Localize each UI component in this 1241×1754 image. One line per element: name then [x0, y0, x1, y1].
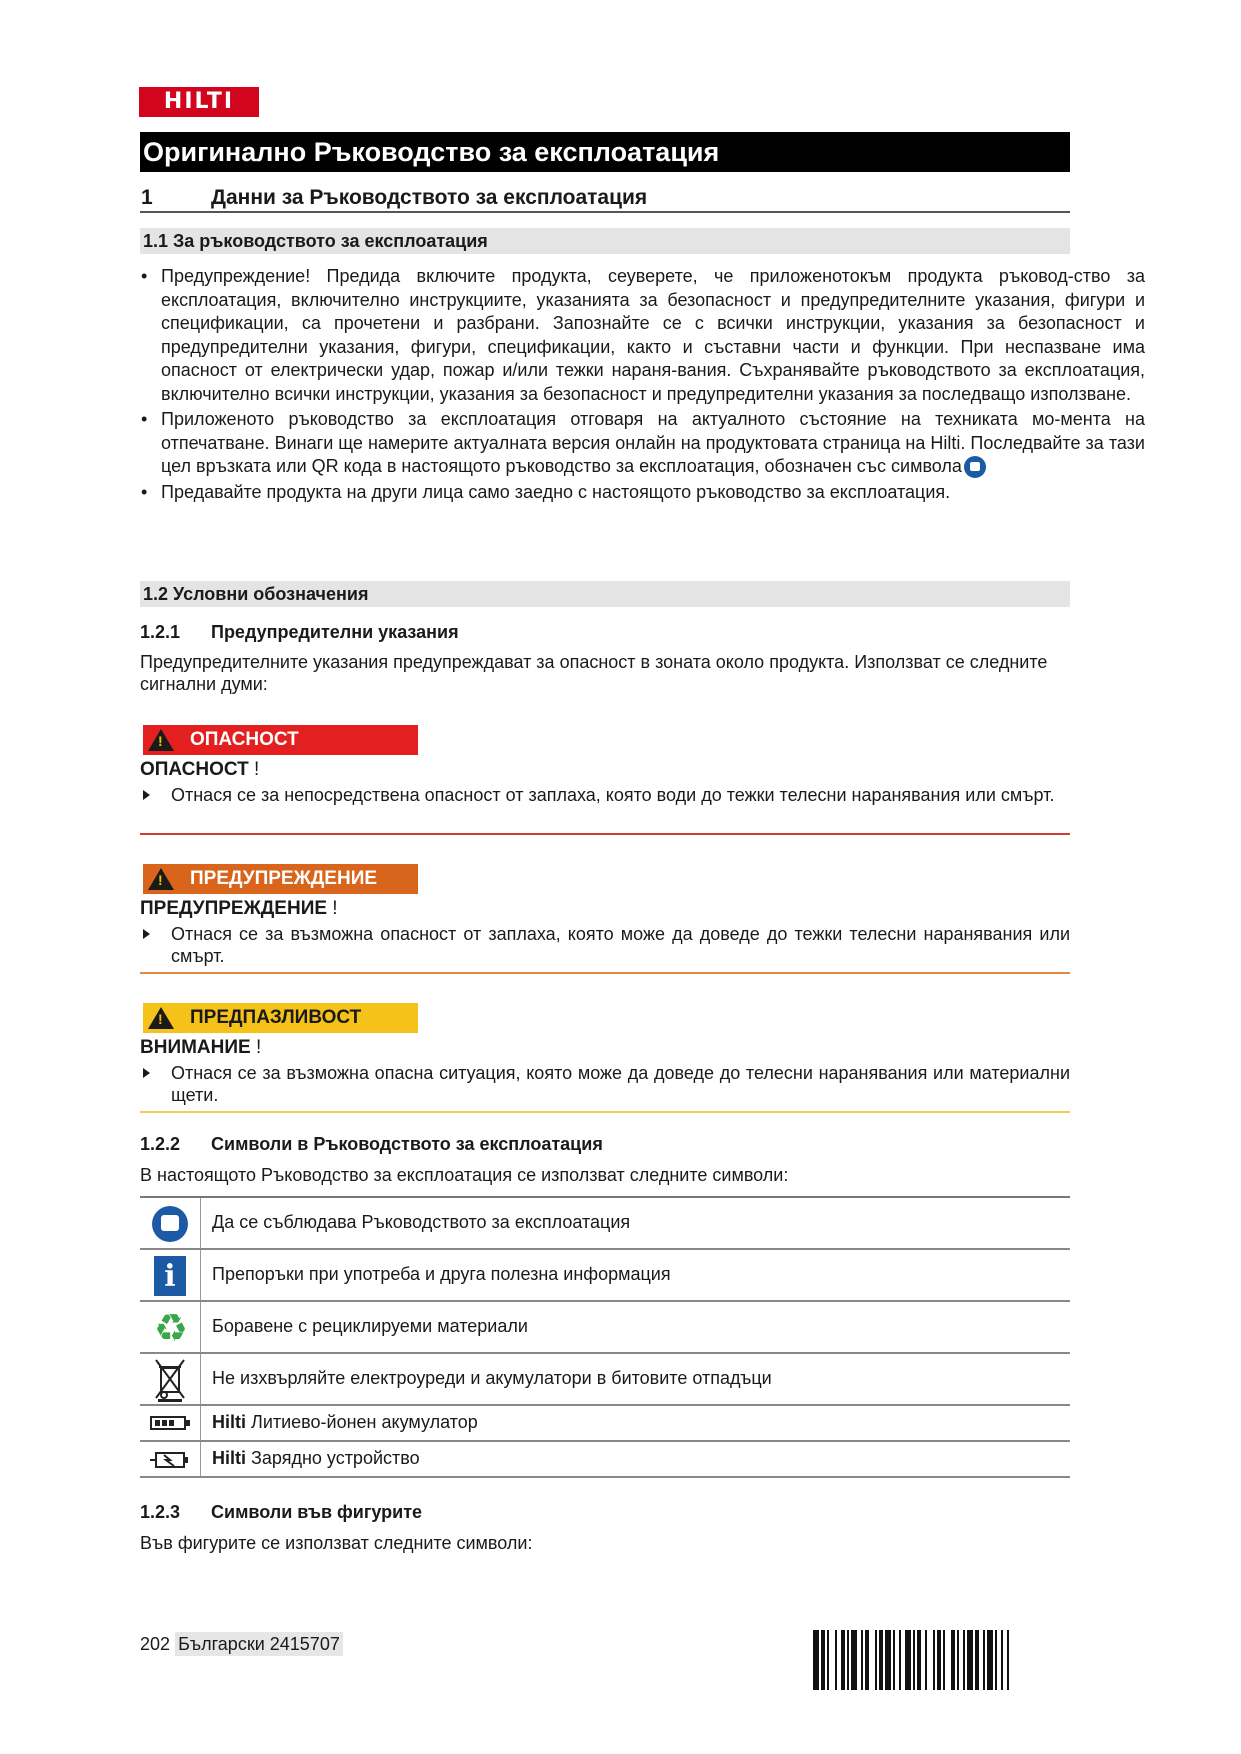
- warning-signal-word: ПРЕДУПРЕЖДЕНИЕ !: [140, 898, 338, 919]
- footer-language: Български 2415707: [175, 1632, 343, 1656]
- section-1-1-heading: 1.1 За ръководството за експлоатация: [140, 228, 1070, 254]
- symbol-description: Hilti Зарядно устройство: [212, 1448, 420, 1468]
- barcode-bar: [905, 1630, 911, 1690]
- signal-label-text: ПРЕДПАЗЛИВОСТ: [190, 1007, 362, 1028]
- section-title: Данни за Ръководството за експлоатация: [211, 186, 648, 209]
- caution-signal-word: ВНИМАНИЕ !: [140, 1037, 262, 1058]
- warning-divider: [140, 972, 1070, 974]
- barcode-bar: [841, 1630, 845, 1690]
- recycle-icon: ♻: [153, 1306, 189, 1350]
- manual-book-icon: [964, 456, 986, 478]
- barcode-bar: [879, 1630, 883, 1690]
- barcode-bar: [875, 1630, 877, 1690]
- warning-triangle-icon: [148, 868, 174, 890]
- warning-label: [143, 864, 418, 894]
- signal-label-text: ОПАСНОСТ: [190, 729, 299, 750]
- arrow-right-icon: [143, 1068, 150, 1078]
- table-row: [140, 1302, 1070, 1354]
- signal-label-text: ПРЕДУПРЕЖДЕНИЕ: [190, 868, 378, 889]
- battery-icon: [150, 1416, 186, 1430]
- barcode-bar: [943, 1630, 945, 1690]
- barcode-bar: [987, 1630, 993, 1690]
- figures-intro: Във фигурите се използват следните символи:: [140, 1533, 533, 1553]
- table-row: [140, 1406, 1070, 1442]
- hilti-logo: HILTI: [139, 87, 259, 117]
- barcode-bar: [951, 1630, 955, 1690]
- barcode-bar: [899, 1630, 901, 1690]
- barcode-bar: [835, 1630, 837, 1690]
- symbols-table: [140, 1196, 1070, 1478]
- danger-label: [143, 725, 418, 755]
- danger-divider: [140, 833, 1070, 835]
- table-row: [140, 1442, 1070, 1478]
- barcode-bar: [917, 1630, 921, 1690]
- list-item-text: Предавайте продукта на други лица само заедно с настоящото ръководство за експлоатация.: [161, 481, 951, 502]
- list-item: [140, 265, 1145, 406]
- page-footer: [140, 1634, 343, 1655]
- caution-divider: [140, 1111, 1070, 1113]
- section-number: 1.2.1: [140, 622, 181, 642]
- symbol-description: Да се съблюдава Ръководството за експлоатация: [212, 1212, 631, 1232]
- list-item-text: Приложеното ръководство за експлоатация отговаря на актуалното състояние на техниката мо-мента на отпечатване. Винаги ще намерите актуалната версия онлайн на продуктовата страница на Hilti. Последвайте за тази цел връзката или QR кода в настоящото ръководство за експлоатация, обозначен със символа: [161, 409, 1145, 476]
- manual-book-icon: [152, 1206, 188, 1242]
- caution-description: Отнася се за възможна опасна ситуация, която може да доведе до телесни наранявания или материални щети.: [140, 1062, 1070, 1106]
- barcode-bar: [847, 1630, 849, 1690]
- barcode-bar: [913, 1630, 915, 1690]
- caution-label: [143, 1003, 418, 1033]
- crossed-bin-icon: [154, 1358, 186, 1402]
- symbol-description: Не изхвърляйте електроуреди и акумулатори в битовите отпадъци: [212, 1368, 772, 1388]
- barcode-bar: [821, 1630, 825, 1690]
- warning-triangle-icon: [148, 729, 174, 751]
- list-item: [140, 408, 1145, 479]
- symbol-description: Hilti Литиево-йонен акумулатор: [212, 1412, 478, 1432]
- list-item-text: Предупреждение! Предида включите продукта, сеуверете, че приложенотокъм продукта ръковод-ство за експлоатация, включително инструкциите, указанията за безопасност и предупредителните указания, фигури и спецификации, са прочетени и разбрани. Запознайте се с всички инструкции, указания за безопасност и предупредителни указания, фигури, спецификации, както и съставни части и функции. При неспазване има опасност от електрически удар, пожар и/или тежки нараня-вания. Съхранявайте ръководството за експлоатация, включително всички инструкции, указания за безопасност и предупредителни указания за последващо използване.: [161, 266, 1145, 404]
- barcode-bar: [957, 1630, 959, 1690]
- barcode-bar: [861, 1630, 863, 1690]
- barcode-bar: [865, 1630, 869, 1690]
- barcode-bar: [975, 1630, 979, 1690]
- barcode-bar: [933, 1630, 935, 1690]
- barcode-bar: [827, 1630, 829, 1690]
- barcode-bar: [893, 1630, 895, 1690]
- barcode-bar: [995, 1630, 997, 1690]
- table-row: [140, 1354, 1070, 1406]
- barcode-bar: [1007, 1630, 1009, 1690]
- charger-icon: [150, 1449, 190, 1471]
- page-number: 202: [140, 1634, 171, 1654]
- barcode-bar: [983, 1630, 985, 1690]
- warnings-intro: Предупредителните указания предупреждават за опасност в зоната около продукта. Използват се следните сигнални думи:: [140, 652, 1048, 694]
- document-title: Оригинално Ръководство за експлоатация: [140, 132, 1070, 172]
- section-number: 1.2.2: [140, 1134, 181, 1154]
- symbols-intro: В настоящото Ръководство за експлоатация се използват следните символи:: [140, 1165, 789, 1185]
- section-title: Предупредителни указания: [211, 622, 459, 642]
- section-title: Символи в Ръководството за експлоатация: [211, 1134, 603, 1154]
- barcode-bar: [851, 1630, 857, 1690]
- section-number: 1: [141, 186, 153, 209]
- info-icon: i: [154, 1256, 186, 1296]
- manual-notes-list: [140, 265, 1145, 506]
- table-row: [140, 1198, 1070, 1250]
- section-number: 1.2.3: [140, 1502, 181, 1522]
- warning-description: Отнася се за възможна опасност от заплаха, която може да доведе до тежки телесни наранявания или смърт.: [140, 923, 1070, 967]
- barcode-bar: [967, 1630, 973, 1690]
- symbol-description: Боравене с рециклируеми материали: [212, 1316, 528, 1336]
- barcode-bar: [813, 1630, 819, 1690]
- barcode-bar: [963, 1630, 965, 1690]
- arrow-right-icon: [143, 790, 150, 800]
- table-row: [140, 1250, 1070, 1302]
- barcode-bar: [1001, 1630, 1003, 1690]
- section-1-2-heading: 1.2 Условни обозначения: [140, 581, 1070, 607]
- danger-signal-word: ОПАСНОСТ !: [140, 759, 260, 780]
- warning-triangle-icon: [148, 1007, 174, 1029]
- section-1-heading: [140, 183, 1070, 213]
- section-title: Символи във фигурите: [211, 1502, 423, 1522]
- danger-description: Отнася се за непосредствена опасност от заплаха, която води до тежки телесни наранявания или смърт.: [140, 784, 1070, 806]
- symbol-description: Препоръки при употреба и друга полезна информация: [212, 1264, 671, 1284]
- barcode-bar: [937, 1630, 941, 1690]
- barcode-bar: [885, 1630, 891, 1690]
- document-number: 2415707: [269, 1634, 340, 1654]
- barcode: [813, 1630, 1071, 1690]
- barcode-bar: [925, 1630, 927, 1690]
- list-item: [140, 481, 1145, 505]
- arrow-right-icon: [143, 929, 150, 939]
